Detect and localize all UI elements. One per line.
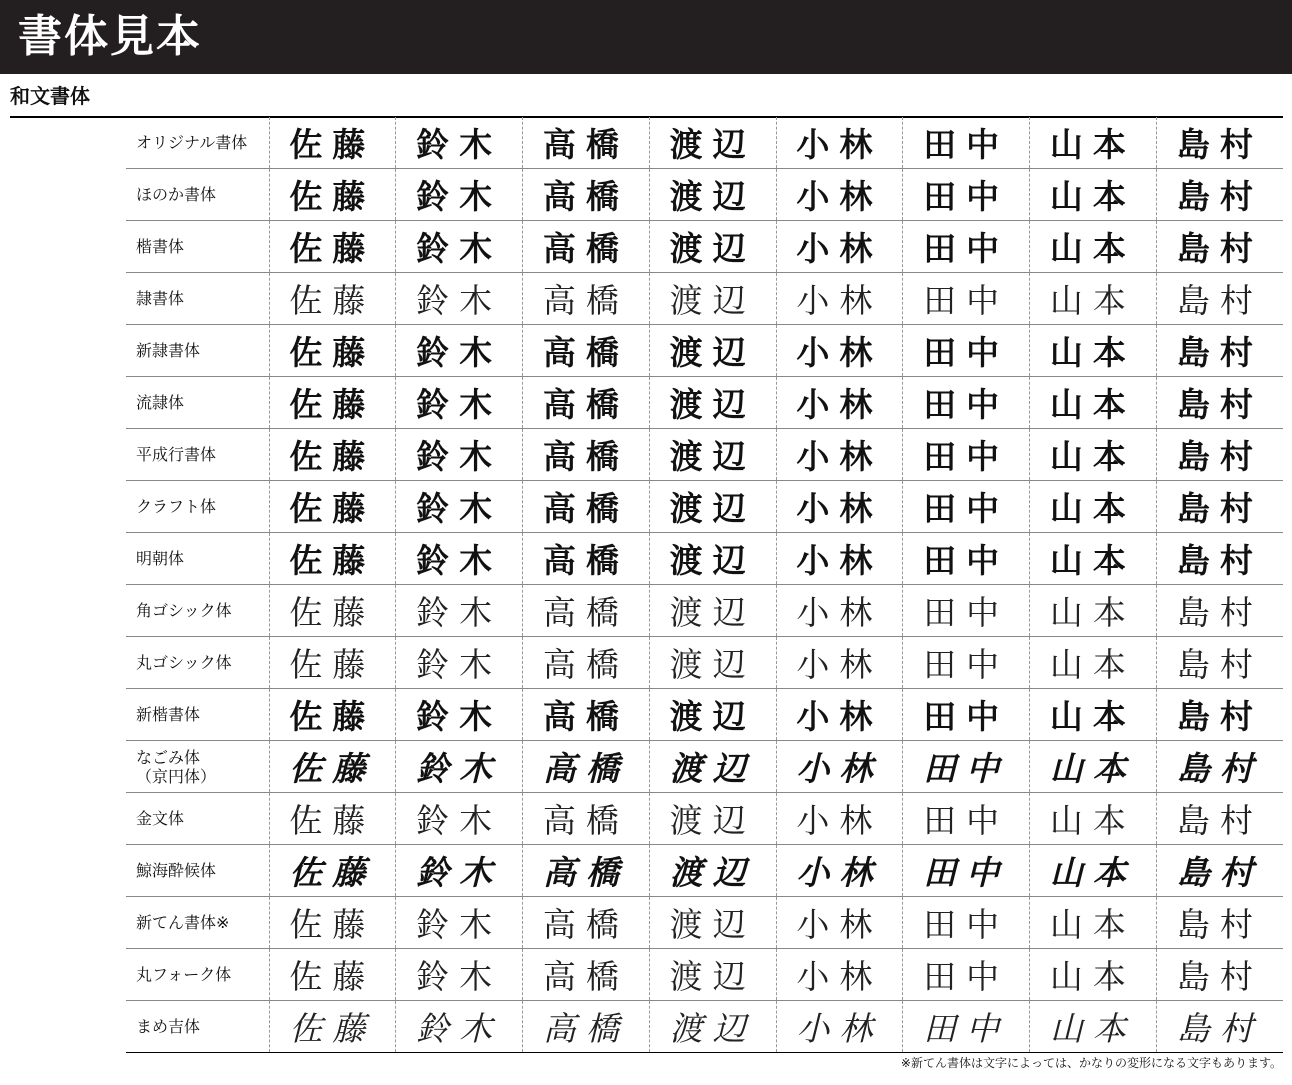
sample-name-cell: 高橋 [523, 1001, 650, 1053]
typeface-name: オリジナル書体 [126, 117, 269, 169]
sample-name-cell: 山本 [1030, 169, 1157, 221]
sample-name-cell: 鈴木 [396, 949, 523, 1001]
sample-name-cell: 渡辺 [649, 585, 776, 637]
typeface-row [126, 221, 1283, 273]
sample-name-cell: 鈴木 [396, 897, 523, 949]
sample-name-cell: 渡辺 [649, 481, 776, 533]
sample-name-cell: 佐藤 [269, 637, 396, 689]
sample-name-cell: 田中 [903, 637, 1030, 689]
sample-name-cell: 渡辺 [649, 741, 776, 793]
sample-name-cell: 小林 [776, 117, 903, 169]
sample-name-cell: 田中 [903, 429, 1030, 481]
sample-name-cell: 佐藤 [269, 949, 396, 1001]
typeface-name: 流隷体 [126, 377, 269, 429]
sample-name-cell: 佐藤 [269, 429, 396, 481]
sample-name-cell: 渡辺 [649, 637, 776, 689]
sample-name-cell: 島村 [1156, 429, 1283, 481]
sample-name-cell: 鈴木 [396, 1001, 523, 1053]
sample-name-cell: 渡辺 [649, 325, 776, 377]
sample-name-cell: 小林 [776, 273, 903, 325]
sample-name-cell: 島村 [1156, 481, 1283, 533]
typeface-name: 金文体 [126, 793, 269, 845]
sample-name-cell: 田中 [903, 169, 1030, 221]
typeface-row [126, 377, 1283, 429]
sample-name-cell: 田中 [903, 1001, 1030, 1053]
typeface-name: 明朝体 [126, 533, 269, 585]
sample-name-cell: 鈴木 [396, 429, 523, 481]
typeface-name: 隷書体 [126, 273, 269, 325]
sample-name-cell: 佐藤 [269, 845, 396, 897]
typeface-name: 角ゴシック体 [126, 585, 269, 637]
sample-name-cell: 山本 [1030, 377, 1157, 429]
typeface-row [126, 689, 1283, 741]
sample-name-cell: 鈴木 [396, 325, 523, 377]
sample-name-cell: 島村 [1156, 117, 1283, 169]
footnote: ※新てん書体は文字によっては、かなりの変形になる文字もあります。 [900, 1056, 1282, 1070]
sample-name-cell: 高橋 [523, 741, 650, 793]
sample-name-cell: 鈴木 [396, 793, 523, 845]
sample-name-cell: 渡辺 [649, 169, 776, 221]
sample-name-cell: 渡辺 [649, 429, 776, 481]
page-title: 書体見本 [18, 11, 202, 62]
sample-name-cell: 山本 [1030, 793, 1157, 845]
typeface-name: ほのか書体 [126, 169, 269, 221]
sample-name-cell: 鈴木 [396, 377, 523, 429]
sample-name-cell: 鈴木 [396, 533, 523, 585]
sample-name-cell: 鈴木 [396, 741, 523, 793]
sample-name-cell: 田中 [903, 741, 1030, 793]
sample-name-cell: 佐藤 [269, 273, 396, 325]
typeface-name: 新隷書体 [126, 325, 269, 377]
sample-name-cell: 田中 [903, 377, 1030, 429]
typeface-name: 新てん書体※ [126, 897, 269, 949]
title-bar [0, 0, 1292, 74]
typeface-name: 新楷書体 [126, 689, 269, 741]
sample-name-cell: 高橋 [523, 793, 650, 845]
sample-name-cell: 佐藤 [269, 1001, 396, 1053]
typeface-row [126, 429, 1283, 481]
sample-name-cell: 高橋 [523, 845, 650, 897]
sample-name-cell: 島村 [1156, 533, 1283, 585]
sample-name-cell: 鈴木 [396, 169, 523, 221]
sample-name-cell: 渡辺 [649, 221, 776, 273]
sample-name-cell: 渡辺 [649, 845, 776, 897]
typeface-name: まめ吉体 [126, 1001, 269, 1053]
section-label: 和文書体 [10, 84, 90, 108]
sample-name-cell: 高橋 [523, 429, 650, 481]
sample-name-cell: 佐藤 [269, 585, 396, 637]
typeface-row [126, 533, 1283, 585]
typeface-name: 丸フォーク体 [126, 949, 269, 1001]
typeface-row [126, 585, 1283, 637]
typeface-row [126, 325, 1283, 377]
sample-name-cell: 島村 [1156, 949, 1283, 1001]
sample-name-cell: 佐藤 [269, 325, 396, 377]
sample-name-cell: 佐藤 [269, 741, 396, 793]
sample-name-cell: 小林 [776, 845, 903, 897]
typeface-row [126, 845, 1283, 897]
sample-name-cell: 小林 [776, 1001, 903, 1053]
sample-name-cell: 島村 [1156, 845, 1283, 897]
sample-name-cell: 田中 [903, 533, 1030, 585]
sample-name-cell: 佐藤 [269, 533, 396, 585]
sample-name-cell: 渡辺 [649, 949, 776, 1001]
sample-name-cell: 高橋 [523, 949, 650, 1001]
sample-name-cell: 佐藤 [269, 897, 396, 949]
sample-name-cell: 佐藤 [269, 377, 396, 429]
sample-name-cell: 佐藤 [269, 481, 396, 533]
sample-name-cell: 小林 [776, 949, 903, 1001]
sample-name-cell: 山本 [1030, 533, 1157, 585]
typeface-name: クラフト体 [126, 481, 269, 533]
sample-name-cell: 佐藤 [269, 169, 396, 221]
sample-name-cell: 田中 [903, 481, 1030, 533]
sample-name-cell: 田中 [903, 897, 1030, 949]
sample-name-cell: 山本 [1030, 429, 1157, 481]
sample-name-cell: 山本 [1030, 897, 1157, 949]
sample-name-cell: 小林 [776, 429, 903, 481]
sample-name-cell: 小林 [776, 325, 903, 377]
sample-name-cell: 山本 [1030, 585, 1157, 637]
typeface-row [126, 637, 1283, 689]
typeface-row [126, 741, 1283, 793]
sample-name-cell: 島村 [1156, 689, 1283, 741]
sample-name-cell: 小林 [776, 793, 903, 845]
sample-name-cell: 小林 [776, 585, 903, 637]
sample-name-cell: 鈴木 [396, 273, 523, 325]
sample-name-cell: 山本 [1030, 325, 1157, 377]
sample-name-cell: 鈴木 [396, 585, 523, 637]
sample-name-cell: 田中 [903, 273, 1030, 325]
sample-name-cell: 田中 [903, 117, 1030, 169]
sample-name-cell: 島村 [1156, 585, 1283, 637]
sample-name-cell: 渡辺 [649, 273, 776, 325]
sample-name-cell: 高橋 [523, 325, 650, 377]
sample-name-cell: 高橋 [523, 533, 650, 585]
sample-name-cell: 高橋 [523, 169, 650, 221]
sample-name-cell: 島村 [1156, 221, 1283, 273]
sample-name-cell: 山本 [1030, 1001, 1157, 1053]
typeface-row [126, 117, 1283, 169]
sample-name-cell: 鈴木 [396, 221, 523, 273]
sample-name-cell: 渡辺 [649, 533, 776, 585]
sample-name-cell: 山本 [1030, 637, 1157, 689]
sample-name-cell: 小林 [776, 741, 903, 793]
sample-name-cell: 小林 [776, 377, 903, 429]
sample-name-cell: 田中 [903, 949, 1030, 1001]
sample-name-cell: 田中 [903, 793, 1030, 845]
sample-name-cell: 山本 [1030, 689, 1157, 741]
sample-name-cell: 佐藤 [269, 117, 396, 169]
sample-name-cell: 山本 [1030, 481, 1157, 533]
sample-name-cell: 渡辺 [649, 793, 776, 845]
sample-name-cell: 鈴木 [396, 845, 523, 897]
sample-name-cell: 田中 [903, 221, 1030, 273]
sample-name-cell: 小林 [776, 533, 903, 585]
sample-name-cell: 高橋 [523, 585, 650, 637]
sample-name-cell: 小林 [776, 481, 903, 533]
sample-name-cell: 高橋 [523, 377, 650, 429]
sample-name-cell: 山本 [1030, 845, 1157, 897]
sample-name-cell: 山本 [1030, 273, 1157, 325]
typeface-name: 楷書体 [126, 221, 269, 273]
typeface-name: なごみ体 （京円体） [126, 741, 269, 793]
sample-name-cell: 高橋 [523, 897, 650, 949]
typeface-name: 鯨海酔候体 [126, 845, 269, 897]
typeface-row [126, 949, 1283, 1001]
sample-name-cell: 島村 [1156, 273, 1283, 325]
sample-name-cell: 渡辺 [649, 1001, 776, 1053]
typeface-row [126, 481, 1283, 533]
sample-name-cell: 島村 [1156, 377, 1283, 429]
sample-name-cell: 田中 [903, 845, 1030, 897]
sample-name-cell: 高橋 [523, 273, 650, 325]
typeface-row [126, 793, 1283, 845]
sample-name-cell: 佐藤 [269, 221, 396, 273]
sample-name-cell: 島村 [1156, 637, 1283, 689]
sample-name-cell: 島村 [1156, 793, 1283, 845]
sample-name-cell: 高橋 [523, 689, 650, 741]
sample-name-cell: 島村 [1156, 1001, 1283, 1053]
sample-name-cell: 山本 [1030, 221, 1157, 273]
sample-name-cell: 高橋 [523, 481, 650, 533]
sample-name-cell: 田中 [903, 325, 1030, 377]
sample-name-cell: 島村 [1156, 897, 1283, 949]
sample-name-cell: 小林 [776, 637, 903, 689]
sample-name-cell: 高橋 [523, 637, 650, 689]
sample-name-cell: 鈴木 [396, 481, 523, 533]
sample-name-cell: 小林 [776, 689, 903, 741]
sample-name-cell: 田中 [903, 585, 1030, 637]
typeface-name: 丸ゴシック体 [126, 637, 269, 689]
sample-name-cell: 島村 [1156, 325, 1283, 377]
sample-name-cell: 佐藤 [269, 793, 396, 845]
sample-name-cell: 山本 [1030, 117, 1157, 169]
sample-name-cell: 小林 [776, 897, 903, 949]
typeface-sample-table [126, 117, 1283, 1053]
typeface-rows [126, 117, 1283, 1053]
sample-name-cell: 渡辺 [649, 117, 776, 169]
sample-name-cell: 小林 [776, 169, 903, 221]
sample-name-cell: 山本 [1030, 949, 1157, 1001]
typeface-row [126, 897, 1283, 949]
sample-name-cell: 山本 [1030, 741, 1157, 793]
sample-name-cell: 渡辺 [649, 377, 776, 429]
sample-name-cell: 高橋 [523, 117, 650, 169]
typeface-row [126, 273, 1283, 325]
typeface-row [126, 169, 1283, 221]
sample-name-cell: 鈴木 [396, 689, 523, 741]
sample-name-cell: 島村 [1156, 741, 1283, 793]
typeface-name: 平成行書体 [126, 429, 269, 481]
sample-name-cell: 佐藤 [269, 689, 396, 741]
sample-name-cell: 渡辺 [649, 689, 776, 741]
sample-name-cell: 鈴木 [396, 117, 523, 169]
sample-name-cell: 小林 [776, 221, 903, 273]
sample-name-cell: 高橋 [523, 221, 650, 273]
sample-name-cell: 田中 [903, 689, 1030, 741]
sample-name-cell: 島村 [1156, 169, 1283, 221]
typeface-row [126, 1001, 1283, 1053]
sample-name-cell: 渡辺 [649, 897, 776, 949]
sample-name-cell: 鈴木 [396, 637, 523, 689]
